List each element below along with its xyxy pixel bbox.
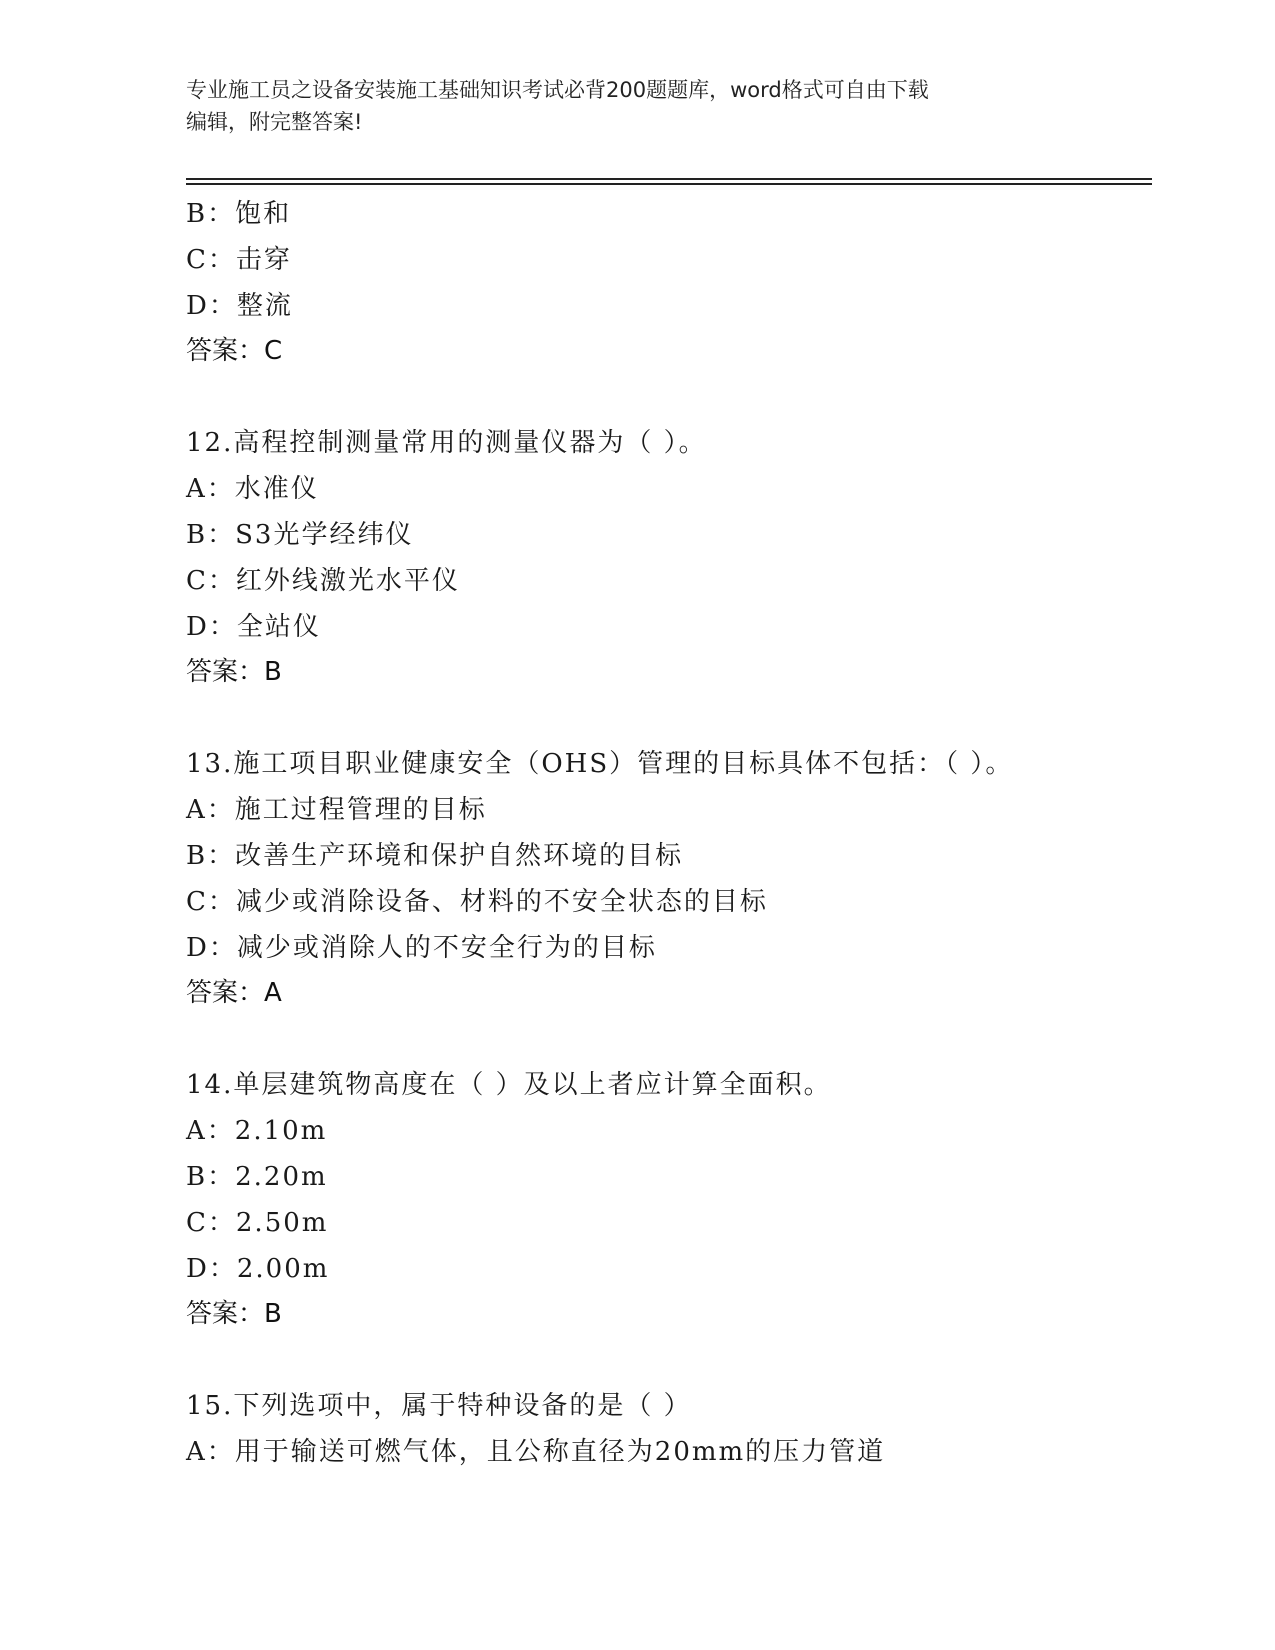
option-b: B：S3光学经纬仪 (186, 520, 414, 550)
document-header (186, 74, 1086, 138)
question-list (186, 191, 1146, 1475)
option-b: B：改善生产环境和保护自然环境的目标 (186, 841, 684, 871)
header-divider-bottom (186, 183, 1152, 185)
answer-line: 答案：B (186, 1299, 282, 1329)
question-text: 15.下列选项中，属于特种设备的是（ ） (186, 1391, 692, 1421)
spacer (186, 694, 1146, 741)
header-divider-top (186, 178, 1152, 180)
option-c: C：击穿 (186, 245, 292, 275)
question-text: 13.施工项目职业健康安全（OHS）管理的目标具体不包括：（ ）。 (186, 749, 1014, 779)
answer-line: 答案：B (186, 657, 282, 687)
option-b: B：2.20m (186, 1162, 328, 1192)
option-a: A：2.10m (186, 1116, 328, 1146)
option-a: A：水准仪 (186, 474, 319, 504)
option-c: C：2.50m (186, 1208, 329, 1238)
question-12 (186, 420, 1146, 694)
header-title-line-2: 编辑，附完整答案! (186, 110, 363, 134)
header-title-line-1: 专业施工员之设备安装施工基础知识考试必背200题题库，word格式可自由下载 (186, 78, 929, 102)
question-text: 14.单层建筑物高度在（ ）及以上者应计算全面积。 (186, 1070, 832, 1100)
option-c: C：红外线激光水平仪 (186, 566, 460, 596)
answer-line: 答案：C (186, 336, 283, 366)
question-text: 12.高程控制测量常用的测量仪器为（ ）。 (186, 428, 707, 458)
spacer (186, 1336, 1146, 1383)
option-d: D：整流 (186, 291, 293, 321)
option-c: C：减少或消除设备、材料的不安全状态的目标 (186, 887, 768, 917)
option-d: D：减少或消除人的不安全行为的目标 (186, 933, 657, 963)
question-11-continued (186, 191, 1146, 373)
spacer (186, 373, 1146, 420)
question-14 (186, 1062, 1146, 1336)
option-b: B：饱和 (186, 199, 292, 229)
option-d: D：全站仪 (186, 612, 321, 642)
question-15 (186, 1383, 1146, 1475)
question-13 (186, 741, 1146, 1015)
option-d: D：2.00m (186, 1254, 330, 1284)
option-a: A：用于输送可燃气体，且公称直径为20mm的压力管道 (186, 1437, 886, 1467)
option-a: A：施工过程管理的目标 (186, 795, 487, 825)
answer-line: 答案：A (186, 978, 282, 1008)
spacer (186, 1015, 1146, 1062)
